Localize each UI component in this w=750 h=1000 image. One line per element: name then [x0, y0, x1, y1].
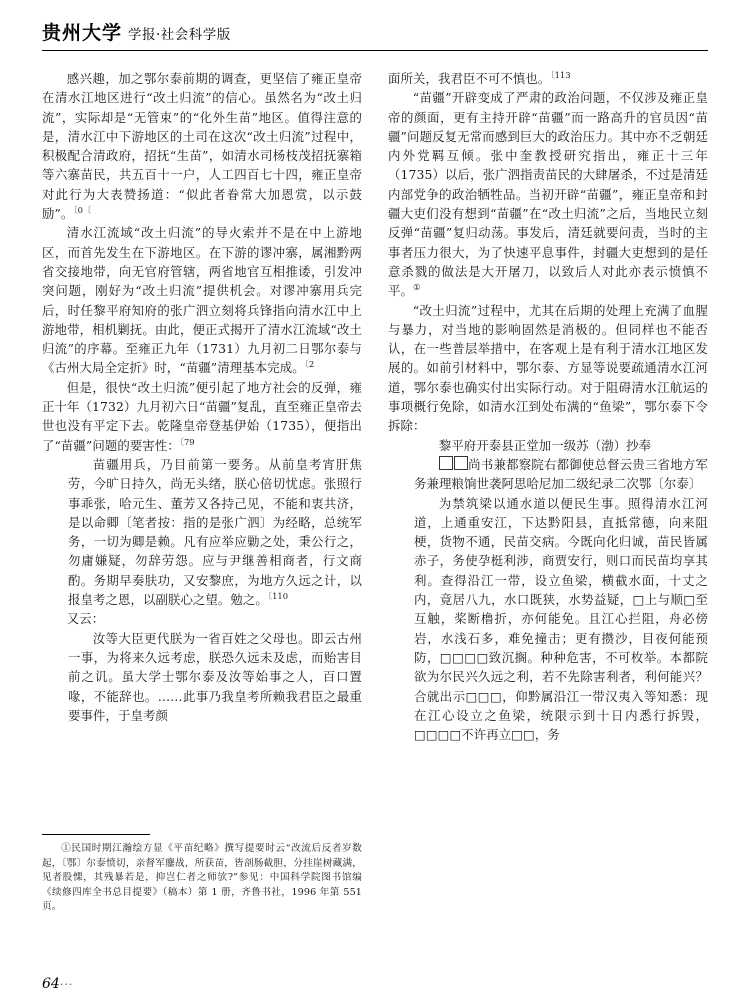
footnote-marker: 〔2 — [304, 359, 315, 370]
right-column — [388, 69, 708, 949]
footnote-marker: 〔110 — [267, 590, 289, 601]
paragraph-text: 但是，很快“改土归流”便引起了地方社会的反弹，雍正十年（1732）九月初六日“苗疆”复乱，直至雍正皇帝去世也没有平定下去。乾隆皇帝登基伊始（1735），便指出了“苗疆”问题的要害性： — [42, 379, 362, 453]
page-number-dots: ··· — [59, 978, 74, 991]
left-column — [42, 69, 362, 949]
footnote-divider — [42, 834, 150, 835]
paragraph-text: 清水江流域“改土归流”的导火索并不是在中上游地区，而首先发生在下游地区。在下游的谬冲寨，属湘黔两省交接地带，向无官府管辖，两省地官互相推诿，引发冲突问题，刚好为“改土归流”提供机会。对谬冲寨用兵完后，时任黎平府知府的张广泗立刻将兵锋指向清水江中上游地带，相机剿抚。由此，便正式揭开了清水江流域“改土归流”的序幕。至雍正九年（1731）九月初二日鄂尔泰与《古州大局全定折》时，“苗疆”清理基本完成。 — [42, 225, 362, 376]
footnote-marker: 〔0〔 — [73, 204, 92, 215]
quote-intro: 又云： — [66, 611, 105, 627]
paragraph-text: “苗疆”开辟变成了严肃的政治问题，不仅涉及雍正皇帝的颜面，更有主持开辟“苗疆”而一路高升的官员因“苗疆”问题反复无常而感到巨大的政治压力。其中亦不乏朝廷内外党羁互倾。张中奎教授研究指出，雍正十三年（1735）以后，张广泗指责苗民的大肆屠杀，不过是清廷内部党争的政治牺牲品。当初开辟“苗疆”，雍正皇帝和封疆大吏们没有想到“苗疆”在“改土归流”之后，当地民立刻反弹“苗疆”复归动荡。事发后，清廷就要问责，当时的主事者压力很大，为了快速平息事件，封疆大吏想到的是任意杀戮的做法是大开屠刀，以致后人对此亦表示愤慎不平。 — [388, 90, 708, 299]
box-glyph — [439, 456, 453, 470]
block-quote: 汝等大臣更代朕为一省百姓之父母也。即云古州一事，为将来久远考虑，朕恐久远未及虑，而贻害目前之讥。虽大学士鄂尔泰及汝等始事之人，百口置喙，不能辞也。……此事乃我皇考所赖我君臣之最重要事件，于皇考颜 — [68, 630, 362, 723]
journal-title: 贵州大学 — [42, 22, 123, 44]
paragraph-text: 感兴趣，加之鄂尔泰前期的调查，更坚信了雍正皇帝在清水江地区进行“改土归流”的信心。虽然名为“改土归流”，实际却是“无管束”的“化外生苗”地区。值得注意的是，清水江中下游地区的土司在这次“改土归流”过程中，积极配合清政府，招抚“生苗”，如清水司杨枝茂招抚寨箱等六寨苗民，共五百十一户，人工四百七十四，雍正皇帝对此行为大表赞扬道：“似此者眷常大加恩赏，以示鼓励”。 — [42, 71, 362, 222]
paragraph — [42, 223, 362, 377]
footnote-marker: ① — [412, 282, 421, 293]
footnote-marker: 〔79 — [179, 436, 195, 447]
block-quote — [42, 455, 362, 609]
box-glyph — [454, 456, 468, 470]
block-quote-text: 苗疆用兵，乃目前第一要务。从前皇考宵肝焦劳，今旷日持久，尚无头绪，朕心倍切忧虑。张照行事乖张，哈元生、董芳又各持己见，不能和衷共济，是以命卿〔笔者按：指的是张广泗〕为经略，总统军务，一切为卿是赖。凡有应举应勦之处，秉公行之，勿庸嫌疑，勿辞劳怨。应与尹继善相商者，行文商酌。务期早奏肤功，又安黎庶，为地方久远之计，以报皇考之恩，以副朕心之望。勉之。 — [68, 456, 362, 608]
block-quote: 为禁筑梁以通水道以便民生事。照得清水江河道，上通重安江，下达黔阳县，直抵常德，向来阻梗，货物不通，民苗交病。今既向化归诚，苗民皆属赤子，务使孕梃利涉，商贾安行，则口而民苗均享其利。查得沿江一带，设立鱼梁，横截水面，十丈之内，竟居八九，水口既狭，水势益疑，□上与顺□至互触，桨断橹折，亦何能免。且江心拦阻，舟必傍岩，水浅石多，难免撞击；更有攒沙，目夜何能预防，□□□□致沉搁。种种危害，不可枚举。本都院欲为尔民兴久远之利，若不先除害利者，利何能兴？合就出示□□□，仰黔属沿江一带汉夷入等知悉：现在江心设立之鱼梁，统限示到十日内悉行拆毁，□□□□不许再立□□，务 — [414, 495, 708, 743]
footnote-text: ①民国时期江瀚绘方显《平苗纪略》撰写提要时云“改流后反者岁数起，〔鄂〕尔泰愤切，亲督军鏖战，所获苗，皆剖肠截胆，分挂崖树藏满，见者股慄，其残暴若是，抑岂仁者之师欤?”参见：中国科学院图书馆编《续修四库全书总目提要》（稿本）第 1 册，齐鲁书社，1996 年第 551 页。 — [42, 843, 362, 913]
body-columns — [42, 69, 708, 949]
block-quote-text: 尚书兼都察院右都御使总督云贵三省地方军务兼理粮饷世袭阿思哈尼加二级纪录二次鄂〔尔泰〕 — [414, 456, 708, 492]
footnote-marker: 〔113 — [550, 69, 571, 80]
paragraph: “改土归流”过程中，尤其在后期的处理上充满了血腥与暴力，对当地的影响固然是消极的。但同样也不能否认，在一些普层举措中，在客观上是有利于清水江地区发展的。如前引材料中，鄂尔泰、方显等说要疏通清水江河道，鄂尔泰也确实付出实际行动。对于阻碍清水江航运的事项概行免除，如清水江到处布满的“鱼梁”，鄂尔泰下令拆除： — [388, 302, 708, 434]
paragraph — [42, 378, 362, 455]
paragraph — [388, 88, 708, 300]
page-number — [42, 976, 73, 992]
running-head — [42, 18, 708, 51]
paragraph-text: 面所关，我君臣不可不慎也。 — [388, 71, 551, 86]
footnote-area — [42, 834, 362, 915]
journal-subtitle: 学报·社会科学版 — [128, 27, 231, 43]
block-quote: 黎平府开泰县正堂加一级苏（渤）抄奉 — [438, 437, 652, 453]
paragraph — [42, 69, 362, 223]
paragraph — [388, 69, 708, 88]
block-quote — [388, 455, 708, 494]
page-number-value: 64 — [42, 976, 60, 992]
